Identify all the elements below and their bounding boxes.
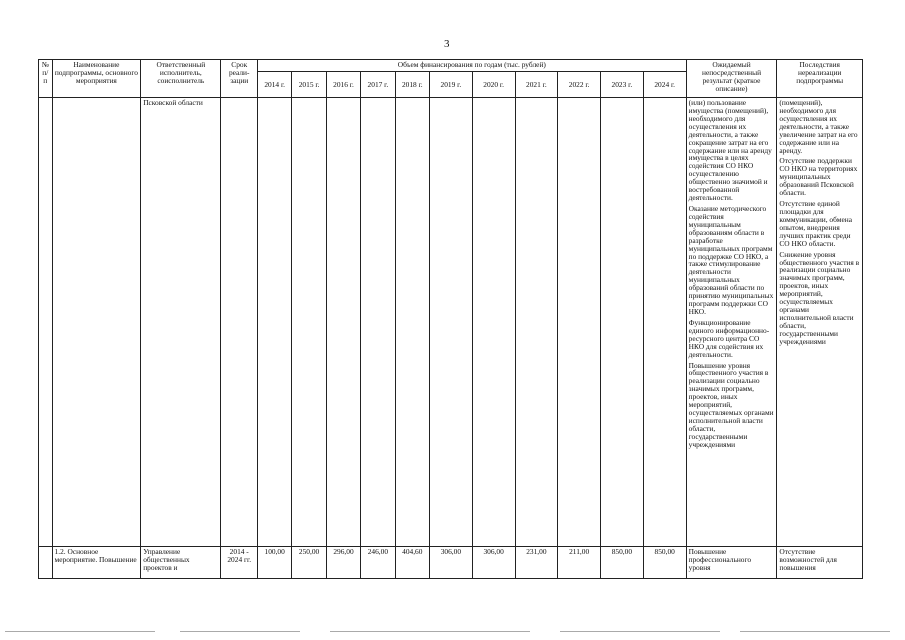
consequences-cell: Отсутствие возможностей для повышения [777, 547, 863, 579]
expected-result-cell [686, 98, 777, 547]
activity-name-cell: 1.2. Основное мероприятие. Повышение [52, 547, 141, 579]
expected-paragraph: (или) пользование имущества (помещений), необходимого для осуществления их деятельности, а также сокращение затрат на его содержание или на аренду имущества в целях содействия СО НКО осуществлению общественно значимой и востребованной деятельности. [688, 98, 772, 203]
year-header: 2021 г. [515, 72, 558, 98]
consequence-paragraph: Отсутствие поддержки СО НКО на территориях муниципальных образований Псковской области. [779, 156, 858, 198]
funding-value: 296,00 [326, 547, 360, 579]
year-header: 2015 г. [292, 72, 326, 98]
expected-paragraph: Оказание методического содействия муниципальным образованиям области в разработке муниципальных программ по поддержке СО НКО, а также стимулирование деятельности муниципальных образований области по принятию муниципальных программ поддержки СО НКО. [688, 203, 774, 316]
funding-value: 231,00 [515, 547, 558, 579]
expected-paragraph: Повышение уровня общественного участия в реализации социально значимых программ, проектов, иных мероприятий, осуществляемых органами исполнительной власти области, государственными учреждениями [688, 360, 774, 449]
year-header: 2018 г. [395, 72, 429, 98]
funding-value: 306,00 [472, 547, 515, 579]
consequence-paragraph: Отсутствие единой площадки для коммуникации, обмена опытом, внедрения лучших практик среди СО НКО области. [779, 199, 852, 248]
year-header: 2016 г. [326, 72, 360, 98]
header-consequences: Последствия нереализации подпрограммы [777, 60, 863, 98]
funding-value: 306,00 [430, 547, 473, 579]
header-expected: Ожидаемый непосредственный результат (краткое описание) [686, 60, 777, 98]
header-name: Наименование подпрограммы, основного мероприятия [52, 60, 141, 98]
expected-paragraph: Функционирование единого информационно-ресурсного центра СО НКО для содействия их деятельности. [688, 317, 770, 359]
funding-value: 404,60 [395, 547, 429, 579]
scan-noise-line [0, 628, 905, 636]
year-header: 2022 г. [558, 72, 601, 98]
header-num: № п/ п [39, 60, 53, 98]
responsible-cell: Управление общественных проектов и [141, 547, 221, 579]
year-header: 2024 г. [643, 72, 686, 98]
term-cell: 2014 - 2024 гг. [221, 547, 257, 579]
funding-value: 100,00 [257, 547, 291, 579]
year-header: 2023 г. [601, 72, 644, 98]
funding-value: 250,00 [292, 547, 326, 579]
header-funding: Объем финансирования по годам (тыс. рублей) [257, 60, 686, 72]
consequences-cell [777, 98, 863, 547]
funding-value: 246,00 [361, 547, 395, 579]
consequence-paragraph: Снижение уровня общественного участия в реализации социально значимых программ, проектов, иных мероприятий, осуществляемых органами исполнительной власти области, государственными учреждениями [779, 249, 860, 346]
table-row [39, 98, 863, 547]
table-row [39, 547, 863, 579]
header-term: Срок реали-зации [221, 60, 257, 98]
funding-value: 850,00 [601, 547, 644, 579]
consequence-paragraph: (помещений), необходимого для осуществления их деятельности, а также увеличение затрат на его содержание или на аренду. [779, 98, 858, 155]
program-table [38, 59, 863, 579]
year-header: 2020 г. [472, 72, 515, 98]
page-number: 3 [444, 38, 450, 50]
year-header: 2014 г. [257, 72, 291, 98]
header-responsible: Ответственный исполнитель, соисполнитель [141, 60, 221, 98]
responsible-cell: Псковской области [141, 98, 221, 547]
funding-value: 211,00 [558, 547, 601, 579]
year-header: 2019 г. [430, 72, 473, 98]
year-header: 2017 г. [361, 72, 395, 98]
expected-result-cell: Повышение профессионального уровня [686, 547, 777, 579]
funding-value: 850,00 [643, 547, 686, 579]
